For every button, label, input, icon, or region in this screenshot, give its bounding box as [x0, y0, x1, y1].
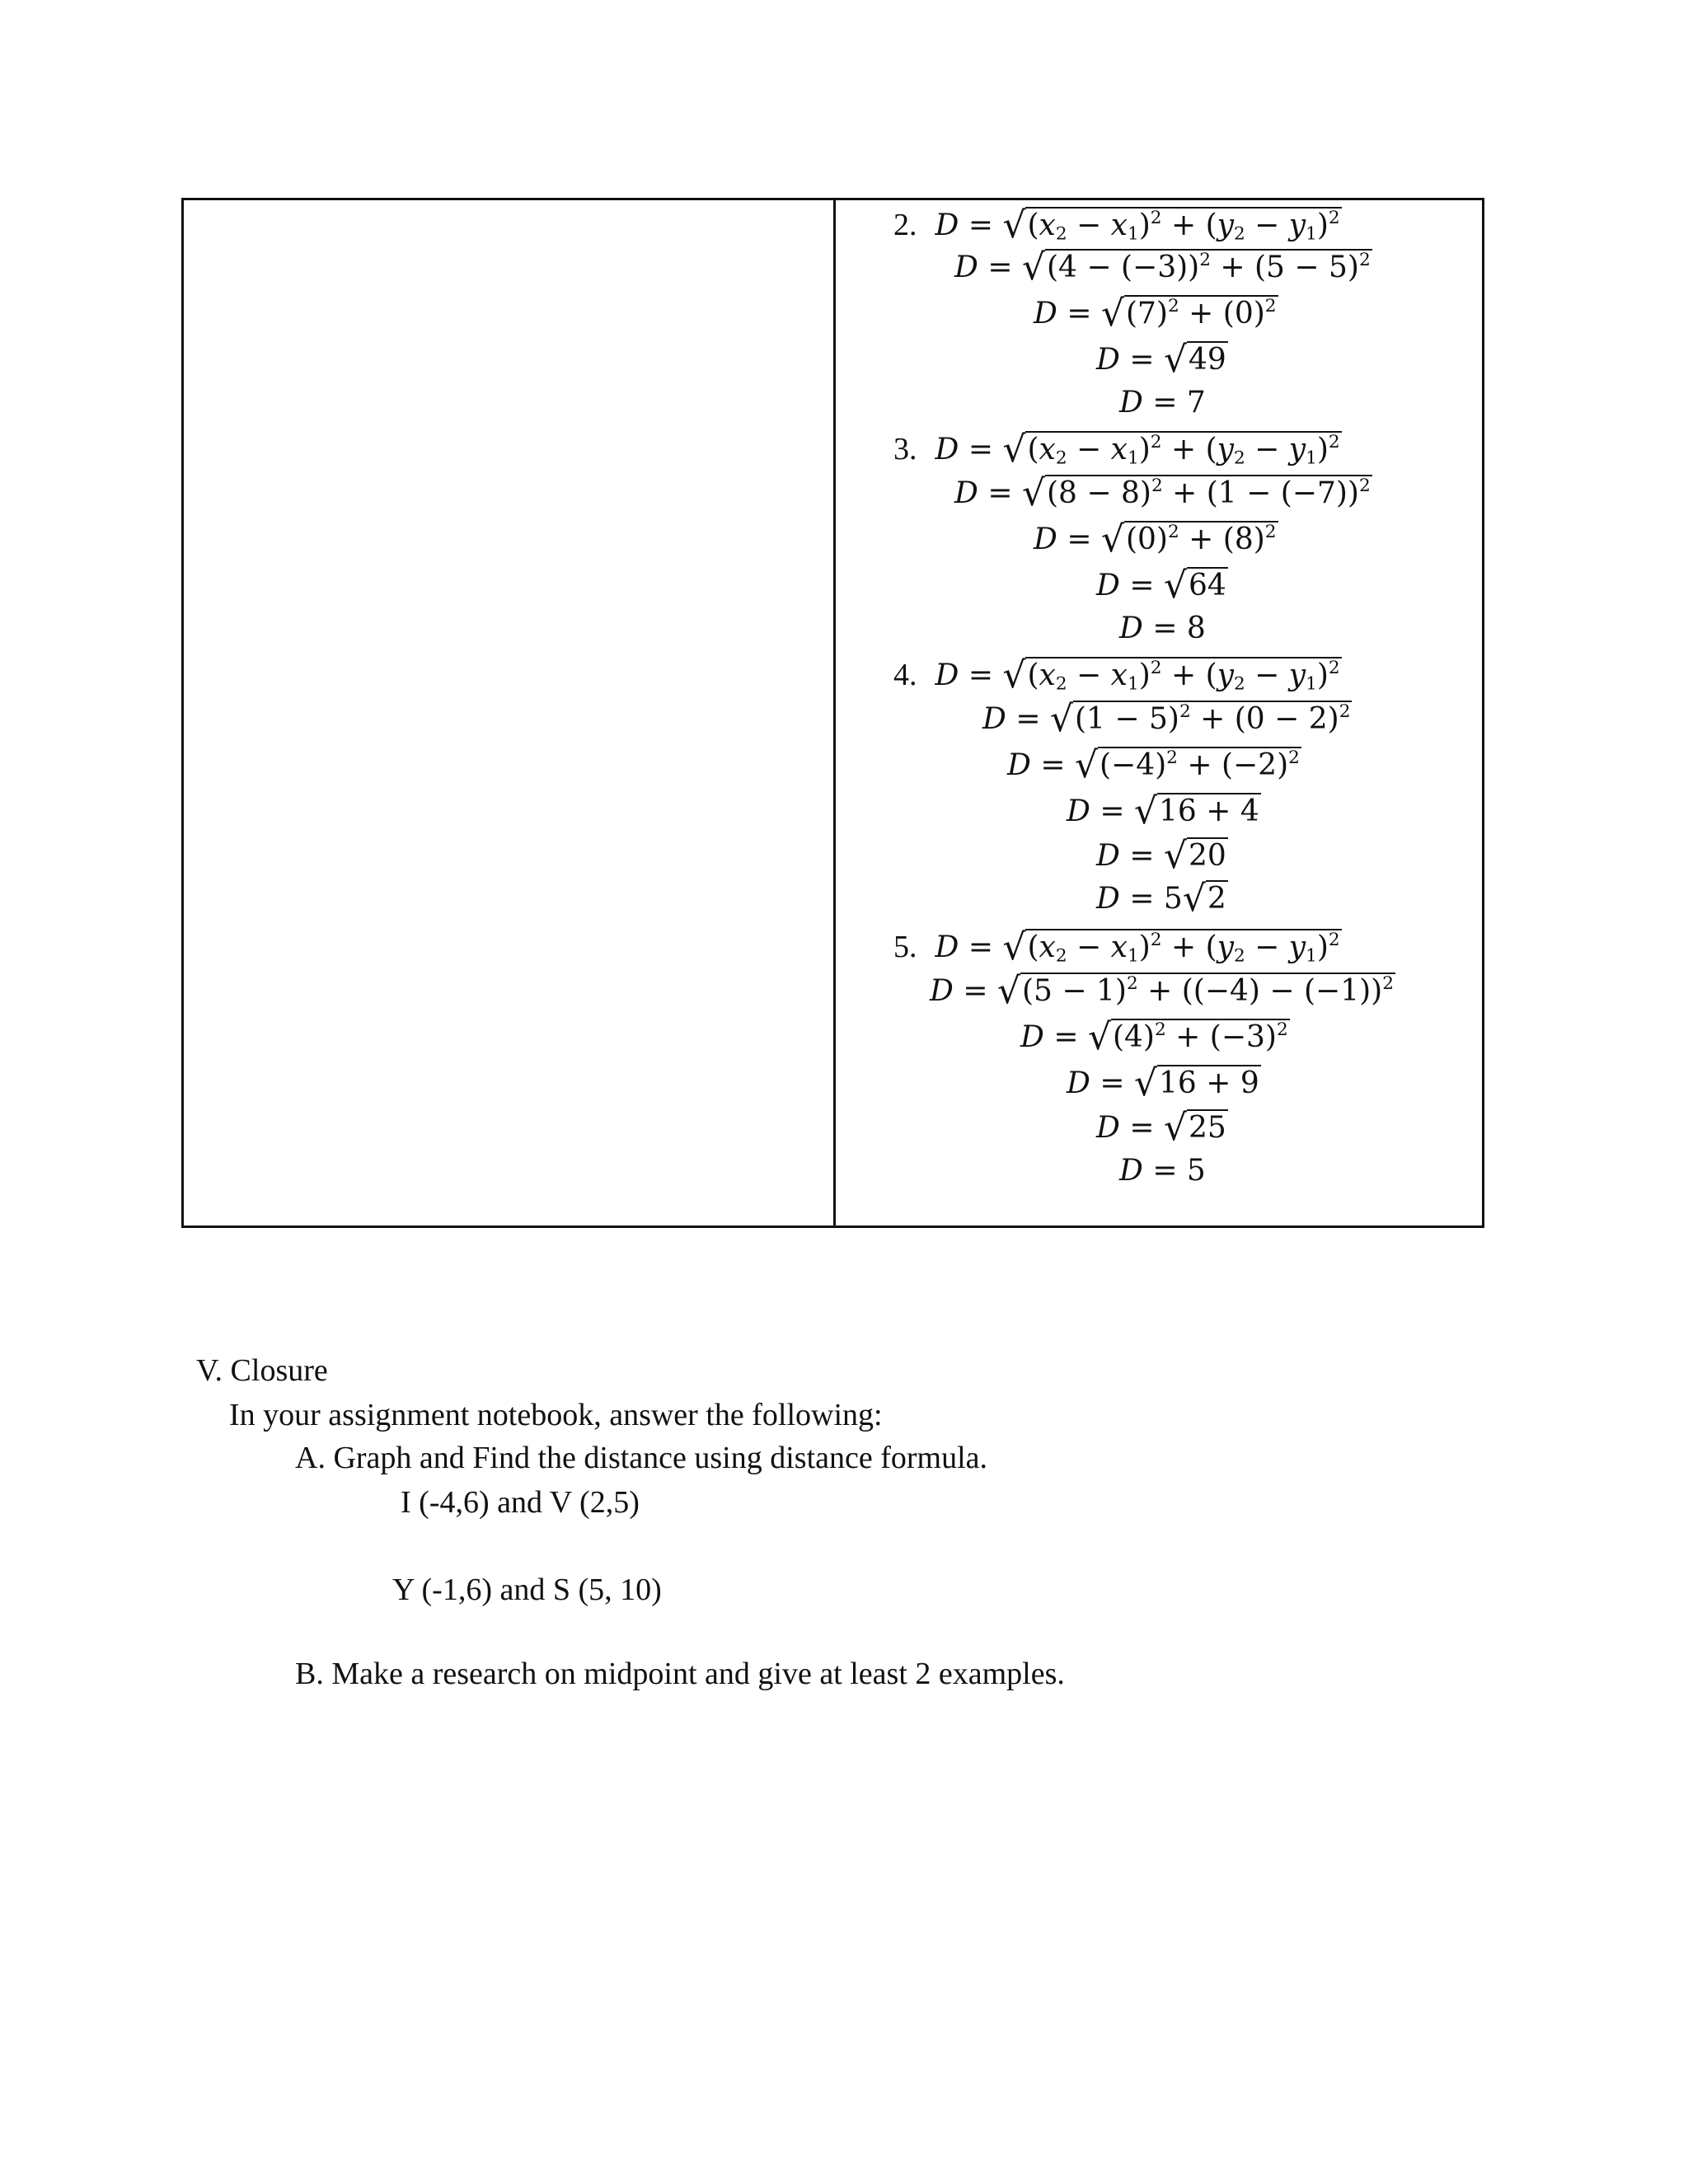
closure-instruction: In your assignment notebook, answer the following:	[229, 1398, 883, 1432]
solution-4-line-3: $D = √(-4)^2 + (-2)^2$	[1007, 744, 1300, 786]
closure-task-a: A. Graph and Find the distance using distance formula.	[295, 1441, 988, 1475]
solution-4-line-2: $D = √(1 - 5)^2 + (0 - 2)^2$	[982, 698, 1351, 740]
solution-2-line-2: $D = √(4 - (-3))^2 + (5 - 5)^2$	[954, 246, 1371, 288]
solution-2-line-5: D = 7	[1119, 386, 1206, 419]
solution-3-line-3: $D = √(0)^2 + (8)^2$	[1034, 518, 1277, 560]
item-number: 5.	[893, 930, 917, 964]
solution-2-line-1: 2. $D = √(x_2 - x_1)^2 + (y_2 - y_1)^2$	[893, 204, 1340, 246]
solution-5-line-5: D = √25	[1096, 1107, 1226, 1149]
solution-5-line-2: $D = √(5 - 1)^2 + ((-4) - (-1))^2$	[930, 970, 1394, 1012]
solution-2-line-4: D = √49	[1096, 339, 1226, 381]
solution-4-line-6: D = 5√2	[1096, 878, 1226, 920]
solution-5-line-1: 5. $D = √(x_2 - x_1)^2 + (y_2 - y_1)^2$	[893, 926, 1340, 968]
solution-3-line-2: $D = √(8 - 8)^2 + (1 - (-7))^2$	[954, 472, 1371, 514]
item-number: 3.	[893, 432, 917, 466]
solution-5-line-4: D = √16 + 9	[1067, 1062, 1259, 1104]
solution-5-line-3: $D = √(4)^2 + (-3)^2$	[1020, 1016, 1288, 1058]
closure-pair-1: I (-4,6) and V (2,5)	[401, 1485, 640, 1520]
solution-3-line-1: 3. $D = √(x_2 - x_1)^2 + (y_2 - y_1)^2$	[893, 429, 1340, 471]
solution-3-line-5: D = 8	[1119, 612, 1206, 645]
solution-4-line-1: 4. $D = √(x_2 - x_1)^2 + (y_2 - y_1)^2$	[893, 654, 1340, 696]
closure-task-b: B. Make a research on midpoint and give at least 2 examples.	[295, 1657, 1065, 1691]
solution-5-line-6: D = 5	[1119, 1154, 1206, 1188]
solution-4-line-4: D = √16 + 4	[1067, 790, 1259, 832]
solution-3-line-4: D = √64	[1096, 565, 1226, 607]
closure-heading: V. Closure	[196, 1353, 328, 1388]
column-divider	[833, 200, 836, 1226]
solution-4-line-5: D = √20	[1096, 835, 1226, 877]
closure-pair-2: Y (-1,6) and S (5, 10)	[392, 1572, 662, 1607]
solution-2-line-3: $D = √(7)^2 + (0)^2$	[1034, 293, 1277, 335]
item-number: 4.	[893, 658, 917, 692]
item-number: 2.	[893, 208, 917, 242]
